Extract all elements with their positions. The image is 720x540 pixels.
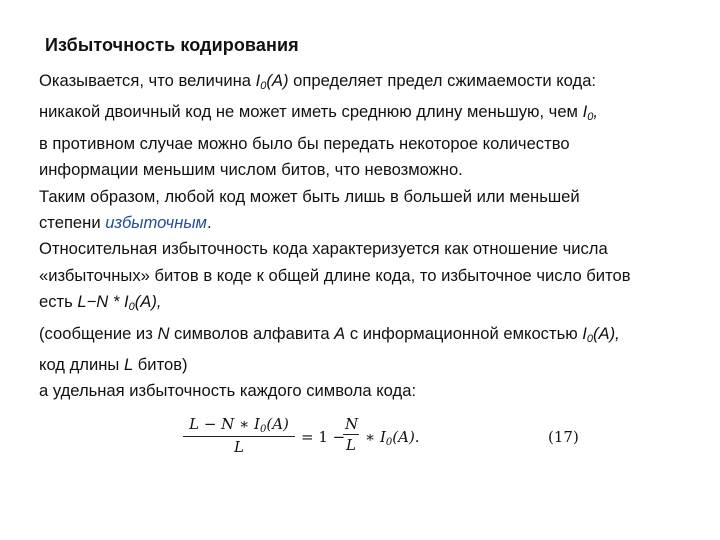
highlighted-term: избыточным xyxy=(105,213,207,233)
math-symbol: I xyxy=(582,323,587,343)
math-subscript: 0 xyxy=(587,111,594,124)
text-line: а удельная избыточность каждого символа кода: xyxy=(39,381,417,401)
text-run: , xyxy=(593,102,598,122)
text-run: определяет предел сжимаемости кода: xyxy=(288,71,597,90)
math-symbol: L xyxy=(123,355,134,375)
math-symbol: N xyxy=(157,323,170,343)
text-line: информации меньшим числом битов, что невозможно. xyxy=(39,160,463,180)
text-run: символов алфавита xyxy=(169,323,335,343)
text-run: никакой двоичный код не может иметь среднюю длину меньшую, чем xyxy=(39,102,583,122)
formula-equals: = 1 − xyxy=(301,428,346,446)
slide-title: Избыточность кодирования xyxy=(45,35,299,55)
fraction-denominator: L xyxy=(234,438,244,456)
math-symbol: (A) xyxy=(266,71,289,90)
math-subscript: 0 xyxy=(586,332,594,345)
text-line xyxy=(39,99,709,130)
math-subscript: 0 xyxy=(128,301,135,314)
math-expression: L − N ∗ I xyxy=(189,415,260,433)
text-line xyxy=(39,210,709,236)
fraction-right xyxy=(343,415,359,454)
text-run: . xyxy=(206,213,212,233)
text-line xyxy=(39,289,709,320)
text-line xyxy=(39,68,709,99)
text-line: Таким образом, любой код может быть лишь в большей или меньшей xyxy=(39,186,580,206)
fraction-left xyxy=(183,415,295,456)
fraction-denominator: L xyxy=(346,436,356,454)
math-symbol: (A), xyxy=(134,292,162,312)
math-symbol: I xyxy=(582,102,588,122)
redundancy-formula xyxy=(183,415,583,465)
text-line xyxy=(39,321,709,352)
fraction-numerator: N xyxy=(345,415,359,433)
text-line: в противном случае можно было бы передать некоторое количество xyxy=(39,133,570,153)
text-run: код длины xyxy=(39,355,124,375)
text-run: есть xyxy=(39,292,78,312)
formula-tail xyxy=(365,428,420,448)
math-symbol: A xyxy=(334,323,346,343)
math-symbol: I xyxy=(255,71,261,90)
text-line: Относительная избыточность кода характеризуется как отношение числа xyxy=(39,239,608,259)
text-run: Оказывается, что величина xyxy=(39,71,256,90)
math-subscript: 0 xyxy=(260,80,267,92)
text-line xyxy=(39,352,709,378)
math-symbol: (A), xyxy=(593,323,620,343)
math-subscript: 0 xyxy=(259,424,267,435)
math-expression: L−N * I xyxy=(77,292,129,312)
text-run: с информационной емкостью xyxy=(345,323,583,343)
equation-number: (17) xyxy=(548,428,579,446)
text-run: битов) xyxy=(133,355,188,375)
text-line: «избыточных» битов в коде к общей длине кода, то избыточное число битов xyxy=(39,265,631,285)
fraction-bar xyxy=(183,436,295,437)
text-run: (сообщение из xyxy=(39,323,158,343)
math-symbol: (A). xyxy=(392,428,420,446)
text-run: степени xyxy=(39,213,106,233)
math-subscript: 0 xyxy=(385,437,393,448)
fraction-bar xyxy=(343,434,359,435)
math-expression: ∗ I xyxy=(365,428,386,446)
fraction-numerator xyxy=(183,415,295,435)
math-symbol: (A) xyxy=(266,415,289,433)
body-text xyxy=(39,68,709,405)
